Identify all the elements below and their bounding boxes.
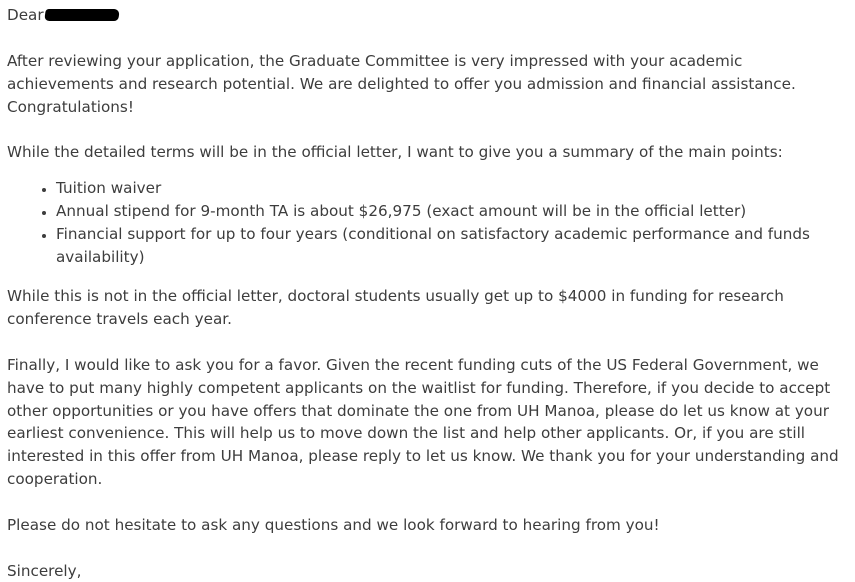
list-item-financial-support: • Financial support for up to four years (conditional on satisfactory academic performance and funds availability) — [56, 223, 852, 269]
main-points-list — [7, 177, 852, 268]
greeting-text: Dear — [7, 6, 44, 25]
closing-paragraph: Please do not hesitate to ask any questions and we look forward to hearing from you! — [7, 515, 660, 534]
favor-paragraph: Finally, I would like to ask you for a favor. Given the recent funding cuts of the US Federal Government, we have to put many highly competent applicants on the waitlist for funding. Therefore, if you decide to accept other opportunities or you have offers that dominate the one from UH Manoa, please do let us know at your earliest convenience. This will help us to move down the list and help other applicants. Or, if you are still interested in this offer from UH Manoa, please reply to let us know. We thank you for your understanding and cooperation. — [7, 355, 839, 488]
summary-intro-paragraph: While the detailed terms will be in the official letter, I want to give you a summary of the main points: — [7, 143, 783, 162]
signoff: Sincerely, — [7, 561, 82, 580]
greeting-line — [7, 4, 852, 27]
email-body — [7, 4, 852, 582]
list-item-stipend: • Annual stipend for 9-month TA is about $26,975 (exact amount will be in the official letter) — [56, 200, 852, 223]
travel-funding-paragraph: While this is not in the official letter, doctoral students usually get up to $4000 in funding for research conference travels each year. — [7, 287, 784, 329]
intro-paragraph: After reviewing your application, the Graduate Committee is very impressed with your academic achievements and research potential. We are delighted to offer you admission and financial assistance. Congratulations! — [7, 52, 796, 116]
redacted-recipient-name — [44, 9, 120, 21]
list-item-tuition: • Tuition waiver — [56, 177, 852, 200]
